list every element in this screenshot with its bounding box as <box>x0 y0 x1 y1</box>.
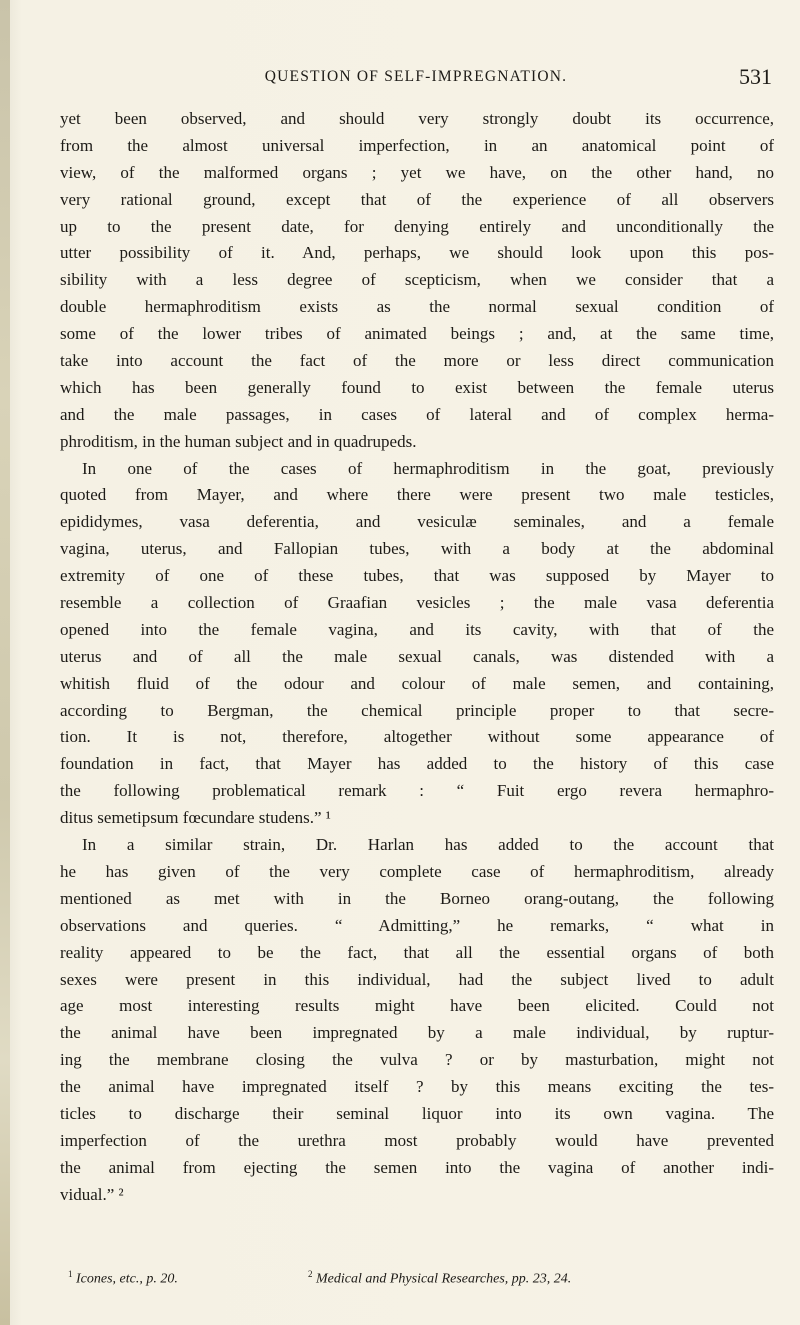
text-line: sibility with a less degree of scepticism, when we consider that a <box>60 270 774 290</box>
text-line: whitish fluid of the odour and colour of male semen, and containing, <box>60 673 774 693</box>
text-line: the animal from ejecting the semen into the vagina of another indi- <box>60 1157 774 1177</box>
text-line: reality appeared to be the fact, that all the essential organs of both <box>60 942 774 962</box>
text-line: yet been observed, and should very strongly doubt its occurrence, <box>60 109 774 128</box>
text-line: he has given of the very complete case of hermaphroditism, already <box>60 861 774 881</box>
text-line: according to Bergman, the chemical principle proper to that secre- <box>60 700 774 720</box>
text-line: vagina, uterus, and Fallopian tubes, with a body at the abdominal <box>60 539 774 559</box>
text-line: observations and queries. “ Admitting,” he remarks, “ what in <box>60 915 774 935</box>
text-line: phroditism, in the human subject and in quadrupeds. <box>60 431 417 451</box>
text-line: In one of the cases of hermaphroditism in the goat, previously <box>82 458 774 478</box>
text-line: up to the present date, for denying entirely and unconditionally the <box>60 216 774 236</box>
text-line: foundation in fact, that Mayer has added to the history of this case <box>60 754 774 774</box>
text-line: take into account the fact of the more or less direct communication <box>60 351 774 371</box>
page-gutter-shadow <box>0 0 10 1325</box>
text-line: utter possibility of it. And, perhaps, we should look upon this pos- <box>60 243 774 263</box>
text-line: vidual.” ² <box>60 1184 124 1204</box>
footnote-text: Icones, etc., p. 20. <box>76 1271 178 1287</box>
text-line: some of the lower tribes of animated beings ; and, at the same time, <box>60 324 774 344</box>
text-line: the animal have impregnated itself ? by this means exciting the tes- <box>60 1077 774 1097</box>
body-text <box>60 106 774 1209</box>
footnotes <box>68 1269 768 1291</box>
text-line: extremity of one of these tubes, that was supposed by Mayer to <box>60 566 774 586</box>
page-number: 531 <box>739 64 772 89</box>
text-line: ing the membrane closing the vulva ? or by masturbation, might not <box>60 1050 774 1070</box>
text-line: the following problematical remark : “ Fuit ergo revera hermaphro- <box>60 781 774 801</box>
text-line: ticles to discharge their seminal liquor into its own vagina. The <box>60 1103 774 1123</box>
text-line: from the almost universal imperfection, in an anatomical point of <box>60 135 774 155</box>
footnote-2 <box>308 1269 571 1288</box>
text-line: age most interesting results might have been elicited. Could not <box>60 996 774 1016</box>
text-line: and the male passages, in cases of lateral and of complex herma- <box>60 404 774 424</box>
text-line: uterus and of all the male sexual canals, was distended with a <box>60 646 774 666</box>
text-line: opened into the female vagina, and its cavity, with that of the <box>60 619 774 639</box>
text-line: tion. It is not, therefore, altogether without some appearance of <box>60 727 774 747</box>
running-title: QUESTION OF SELF-IMPREGNATION. <box>264 68 568 85</box>
footnote-marker: 1 <box>68 1269 73 1279</box>
running-head <box>60 64 772 90</box>
text-line: very rational ground, except that of the experience of all observers <box>60 189 774 209</box>
text-line: which has been generally found to exist between the female uterus <box>60 377 774 397</box>
text-line: resemble a collection of Graafian vesicles ; the male vasa deferentia <box>60 593 774 613</box>
footnote-1 <box>68 1269 178 1288</box>
text-line: quoted from Mayer, and where there were present two male testicles, <box>60 485 774 505</box>
text-line: double hermaphroditism exists as the normal sexual condition of <box>60 297 774 317</box>
text-line: In a similar strain, Dr. Harlan has added to the account that <box>82 835 774 855</box>
footnote-text: Medical and Physical Researches, pp. 23, 24. <box>316 1271 572 1287</box>
text-line: the animal have been impregnated by a male individual, by ruptur- <box>60 1023 774 1043</box>
text-line: sexes were present in this individual, had the subject lived to adult <box>60 969 774 989</box>
text-line: ditus semetipsum fœcundare studens.” ¹ <box>60 808 331 828</box>
text-line: mentioned as met with in the Borneo orang-outang, the following <box>60 888 774 908</box>
footnote-marker: 2 <box>308 1269 313 1279</box>
text-line: imperfection of the urethra most probably would have prevented <box>60 1130 774 1150</box>
text-line: view, of the malformed organs ; yet we have, on the other hand, no <box>60 162 774 182</box>
text-line: epididymes, vasa deferentia, and vesiculæ seminales, and a female <box>60 512 774 532</box>
